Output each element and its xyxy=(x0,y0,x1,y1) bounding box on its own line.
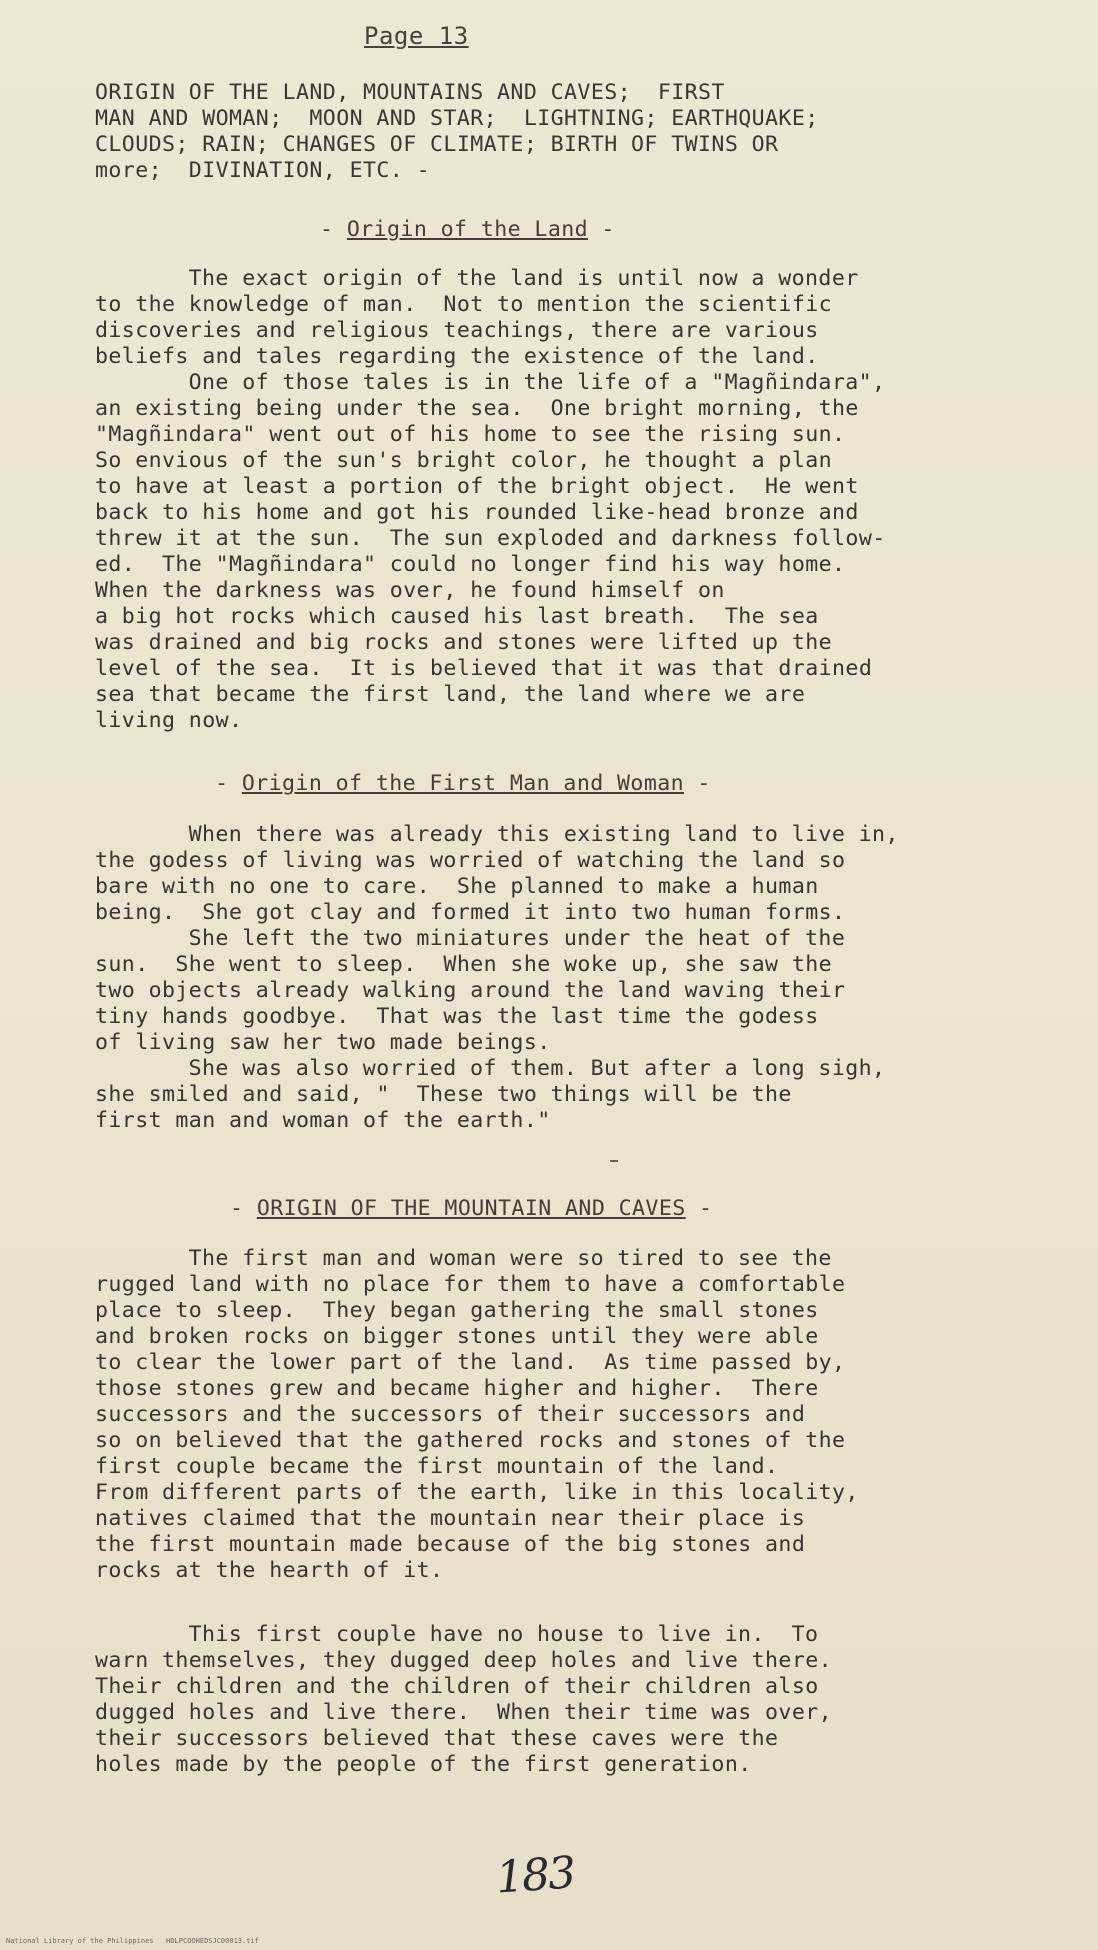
scan-footer: National Library of the Philippines HDLPCOOHEDSJC00013.tif xyxy=(6,1937,259,1945)
handwritten-page-number: 183 xyxy=(494,1847,576,1904)
body-line: was drained and big rocks and stones were lifted up the xyxy=(95,630,833,655)
body-line: an existing being under the sea. One bright morning, the xyxy=(95,396,859,421)
body-line: So envious of the sun's bright color, he thought a plan xyxy=(95,448,833,473)
heading-dash: - xyxy=(684,771,711,796)
body-line: the first mountain made because of the big stones and xyxy=(95,1532,806,1557)
body-line: tiny hands goodbye. That was the last time the godess xyxy=(95,1004,819,1029)
body-line: successors and the successors of their successors and xyxy=(95,1402,806,1427)
heading-dash: - xyxy=(215,771,242,796)
stray-mark xyxy=(610,1160,618,1162)
body-line: a big hot rocks which caused his last breath. The sea xyxy=(95,604,819,629)
body-line: discoveries and religious teachings, there are various xyxy=(95,318,819,343)
body-line: first man and woman of the earth." xyxy=(95,1108,551,1133)
body-line: sun. She went to sleep. When she woke up, she saw the xyxy=(95,952,833,977)
body-line: to the knowledge of man. Not to mention the scientific xyxy=(95,292,833,317)
body-line: to have at least a portion of the bright object. He went xyxy=(95,474,859,499)
body-line: place to sleep. They began gathering the small stones xyxy=(95,1298,819,1323)
body-line: sea that became the first land, the land where we are xyxy=(95,682,806,707)
heading-dash: - xyxy=(588,217,615,242)
body-line: those stones grew and became higher and higher. There xyxy=(95,1376,819,1401)
body-line: This first couple have no house to live in. To xyxy=(135,1622,819,1647)
body-line: beliefs and tales regarding the existence of the land. xyxy=(95,344,819,369)
heading-dash: - xyxy=(230,1196,257,1221)
body-line: natives claimed that the mountain near their place is xyxy=(95,1506,806,1531)
body-line: rocks at the hearth of it. xyxy=(95,1558,444,1583)
heading-text: Origin of the Land xyxy=(346,217,589,242)
body-line: of living saw her two made beings. xyxy=(95,1030,551,1055)
body-line: living now. xyxy=(95,708,243,733)
body-line: level of the sea. It is believed that it was that drained xyxy=(95,656,873,681)
section-heading-man-woman xyxy=(215,771,711,797)
page-number: Page 13 xyxy=(364,22,469,50)
body-line: holes made by the people of the first generation. xyxy=(95,1752,752,1777)
body-line: bare with no one to care. She planned to make a human xyxy=(95,874,819,899)
title-line: more; DIVINATION, ETC. - xyxy=(95,158,431,183)
body-line: ed. The "Magñindara" could no longer find his way home. xyxy=(95,552,846,577)
body-line: One of those tales is in the life of a "Magñindara", xyxy=(135,370,886,395)
body-line: When there was already this existing land to live in, xyxy=(135,822,899,847)
body-line: first couple became the first mountain of the land. xyxy=(95,1454,779,1479)
section-heading-mountain-caves xyxy=(230,1196,712,1222)
body-line: being. She got clay and formed it into two human forms. xyxy=(95,900,846,925)
body-line: She left the two miniatures under the heat of the xyxy=(135,926,846,951)
body-line: "Magñindara" went out of his home to see the rising sun. xyxy=(95,422,846,447)
body-line: When the darkness was over, he found himself on xyxy=(95,578,725,603)
body-line: so on believed that the gathered rocks and stones of the xyxy=(95,1428,846,1453)
body-line: She was also worried of them. But after a long sigh, xyxy=(135,1056,886,1081)
body-line: to clear the lower part of the land. As time passed by, xyxy=(95,1350,846,1375)
body-line: The exact origin of the land is until now a wonder xyxy=(135,266,859,291)
body-line: their successors believed that these caves were the xyxy=(95,1726,779,1751)
body-line: back to his home and got his rounded like-head bronze and xyxy=(95,500,859,525)
heading-dash: - xyxy=(320,217,347,242)
body-line: dugged holes and live there. When their time was over, xyxy=(95,1700,833,1725)
body-line: she smiled and said, " These two things will be the xyxy=(95,1082,792,1107)
body-line: the godess of living was worried of watching the land so xyxy=(95,848,846,873)
heading-text: ORIGIN OF THE MOUNTAIN AND CAVES xyxy=(256,1196,686,1221)
body-line: and broken rocks on bigger stones until they were able xyxy=(95,1324,819,1349)
body-line: warn themselves, they dugged deep holes and live there. xyxy=(95,1648,833,1673)
section-heading-land xyxy=(320,217,615,243)
body-line: The first man and woman were so tired to see the xyxy=(135,1246,832,1271)
body-line: Their children and the children of their children also xyxy=(95,1674,819,1699)
title-line: ORIGIN OF THE LAND, MOUNTAINS AND CAVES; FIRST xyxy=(95,80,725,105)
heading-dash: - xyxy=(685,1196,713,1221)
heading-text: Origin of the First Man and Woman xyxy=(241,771,685,796)
body-line: threw it at the sun. The sun exploded and darkness follow- xyxy=(95,526,886,551)
title-line: MAN AND WOMAN; MOON AND STAR; LIGHTNING; EARTHQUAKE; xyxy=(95,106,819,131)
body-line: rugged land with no place for them to have a comfortable xyxy=(95,1272,846,1297)
body-line: From different parts of the earth, like in this locality, xyxy=(95,1480,859,1505)
title-line: CLOUDS; RAIN; CHANGES OF CLIMATE; BIRTH OF TWINS OR xyxy=(95,132,779,157)
body-line: two objects already walking around the land waving their xyxy=(95,978,846,1003)
